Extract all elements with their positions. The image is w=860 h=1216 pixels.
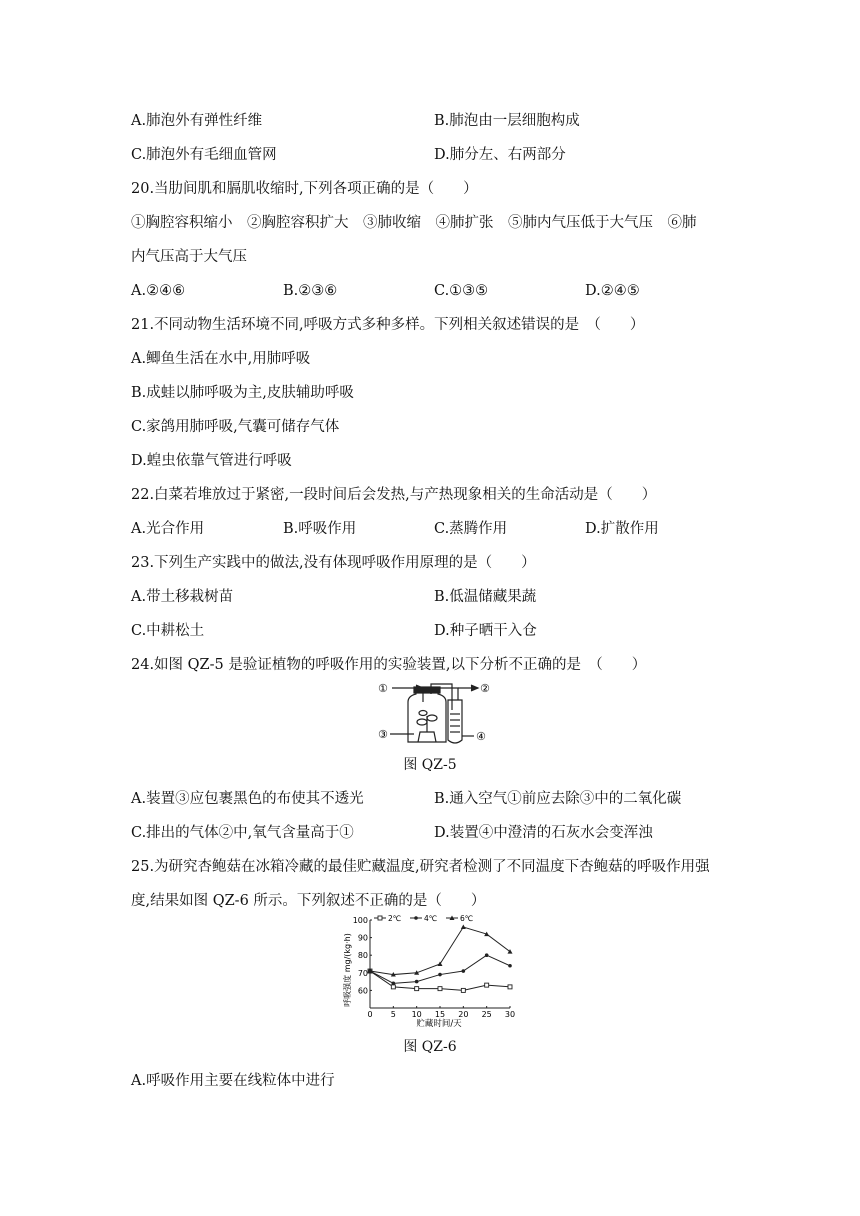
q19-option-b: B.肺泡由一层细胞构成	[434, 113, 580, 129]
q22-option-b: B.呼吸作用	[283, 521, 357, 537]
chart-legend-label: 6℃	[460, 914, 474, 923]
q20-items-line2: 内气压高于大气压	[131, 249, 247, 265]
chart-point	[461, 925, 466, 930]
q21-stem: 21.不同动物生活环境不同,呼吸方式多种多样。下列相关叙述错误的是 （ ）	[131, 317, 645, 333]
chart-point	[508, 985, 512, 989]
q25-option-a: A.呼吸作用主要在线粒体中进行	[131, 1073, 335, 1089]
figure-caption-qz6: 图 QZ-6	[403, 1039, 457, 1055]
fig-label-3: ③	[378, 728, 388, 741]
q20-option-d: D.②④⑤	[585, 283, 640, 299]
chart-x-tick-label: 30	[504, 1010, 516, 1019]
chart-series-line	[370, 955, 510, 983]
chart-series-line	[370, 927, 510, 975]
q25-stem-line1: 25.为研究杏鲍菇在冰箱冷藏的最佳贮藏温度,研究者检测了不同温度下杏鲍菇的呼吸作用强	[131, 859, 710, 875]
chart-x-tick-label: 5	[390, 1010, 396, 1019]
q24-option-a: A.装置③应包裹黑色的布使其不透光	[131, 791, 364, 807]
chart-point	[392, 982, 396, 986]
q23-option-d: D.种子晒干入仓	[434, 623, 537, 639]
chart-legend-label: 4℃	[424, 914, 438, 923]
q23-option-b: B.低温储藏果蔬	[434, 589, 537, 605]
q20-option-b: B.②③⑥	[283, 283, 338, 299]
q23-option-a: A.带土移栽树苗	[131, 589, 234, 605]
q24-option-d: D.装置④中澄清的石灰水会变浑浊	[434, 825, 653, 841]
q23-stem: 23.下列生产实践中的做法,没有体现呼吸作用原理的是（ ）	[131, 555, 536, 571]
chart-point	[485, 983, 489, 987]
chart-point	[438, 962, 443, 967]
chart-point	[438, 973, 442, 977]
q24-stem: 24.如图 QZ-5 是验证植物的呼吸作用的实验装置,以下分析不正确的是 （ ）	[131, 657, 647, 673]
figure-caption-qz5: 图 QZ-5	[403, 757, 457, 773]
chart-point	[438, 987, 442, 991]
chart-point	[415, 980, 419, 984]
chart-point	[461, 988, 465, 992]
q20-option-c: C.①③⑤	[434, 283, 489, 299]
q20-items-line1: ①胸腔容积缩小 ②胸腔容积扩大 ③肺收缩 ④肺扩张 ⑤肺内气压低于大气压 ⑥肺	[131, 215, 697, 231]
chart-x-axis-label: 贮藏时间/天	[416, 1019, 462, 1029]
chart-point	[462, 969, 466, 973]
q22-option-c: C.蒸腾作用	[434, 521, 508, 537]
q22-option-a: A.光合作用	[131, 521, 205, 537]
q21-option-b: B.成蛙以肺呼吸为主,皮肤辅助呼吸	[131, 385, 354, 401]
q24-option-c: C.排出的气体②中,氧气含量高于①	[131, 825, 354, 841]
chart-y-tick-label: 90	[357, 933, 368, 943]
chart-y-tick-label: 80	[357, 951, 368, 961]
q19-option-a: A.肺泡外有弹性纤维	[131, 113, 263, 129]
q20-stem: 20.当肋间肌和膈肌收缩时,下列各项正确的是（ ）	[131, 181, 478, 197]
q22-option-d: D.扩散作用	[585, 521, 659, 537]
chart-legend-label: 2℃	[388, 914, 402, 923]
chart-y-tick-label: 60	[357, 986, 368, 996]
q25-stem-line2: 度,结果如图 QZ-6 所示。下列叙述不正确的是（ ）	[131, 893, 486, 909]
q20-option-a: A.②④⑥	[131, 283, 186, 299]
chart-x-tick-label: 25	[481, 1010, 492, 1019]
chart-point	[485, 953, 489, 957]
fig-label-2: ②	[480, 682, 490, 695]
figure-qz5-apparatus	[378, 680, 496, 748]
q19-option-d: D.肺分左、右两部分	[434, 147, 566, 163]
chart-y-axis-label: 呼吸强度 mg/(kg·h)	[343, 933, 352, 1007]
chart-x-tick-label: 20	[458, 1010, 469, 1019]
chart-x-tick-label: 10	[411, 1010, 422, 1019]
chart-y-tick-label: 100	[352, 916, 368, 925]
chart-point	[415, 987, 419, 991]
fig-label-4: ④	[476, 730, 486, 743]
q21-option-a: A.鲫鱼生活在水中,用肺呼吸	[131, 351, 311, 367]
q24-option-b: B.通入空气①前应去除③中的二氧化碳	[434, 791, 682, 807]
chart-point	[391, 985, 395, 989]
chart-legend-marker	[378, 916, 382, 920]
q23-option-c: C.中耕松土	[131, 623, 205, 639]
chart-legend-marker	[414, 916, 418, 920]
q22-stem: 22.白菜若堆放过于紧密,一段时间后会发热,与产热现象相关的生命活动是（ ）	[131, 487, 657, 503]
chart-point	[508, 964, 512, 968]
q19-option-c: C.肺泡外有毛细血管网	[131, 147, 277, 163]
q21-option-c: C.家鸽用肺呼吸,气囊可储存气体	[131, 419, 340, 435]
chart-y-tick-label: 70	[357, 968, 368, 978]
figure-qz6-chart	[340, 912, 525, 1032]
q21-option-d: D.蝗虫依靠气管进行呼吸	[131, 453, 292, 469]
chart-x-tick-label: 0	[367, 1010, 373, 1019]
fig-label-1: ①	[378, 682, 388, 695]
chart-x-tick-label: 15	[434, 1010, 446, 1019]
